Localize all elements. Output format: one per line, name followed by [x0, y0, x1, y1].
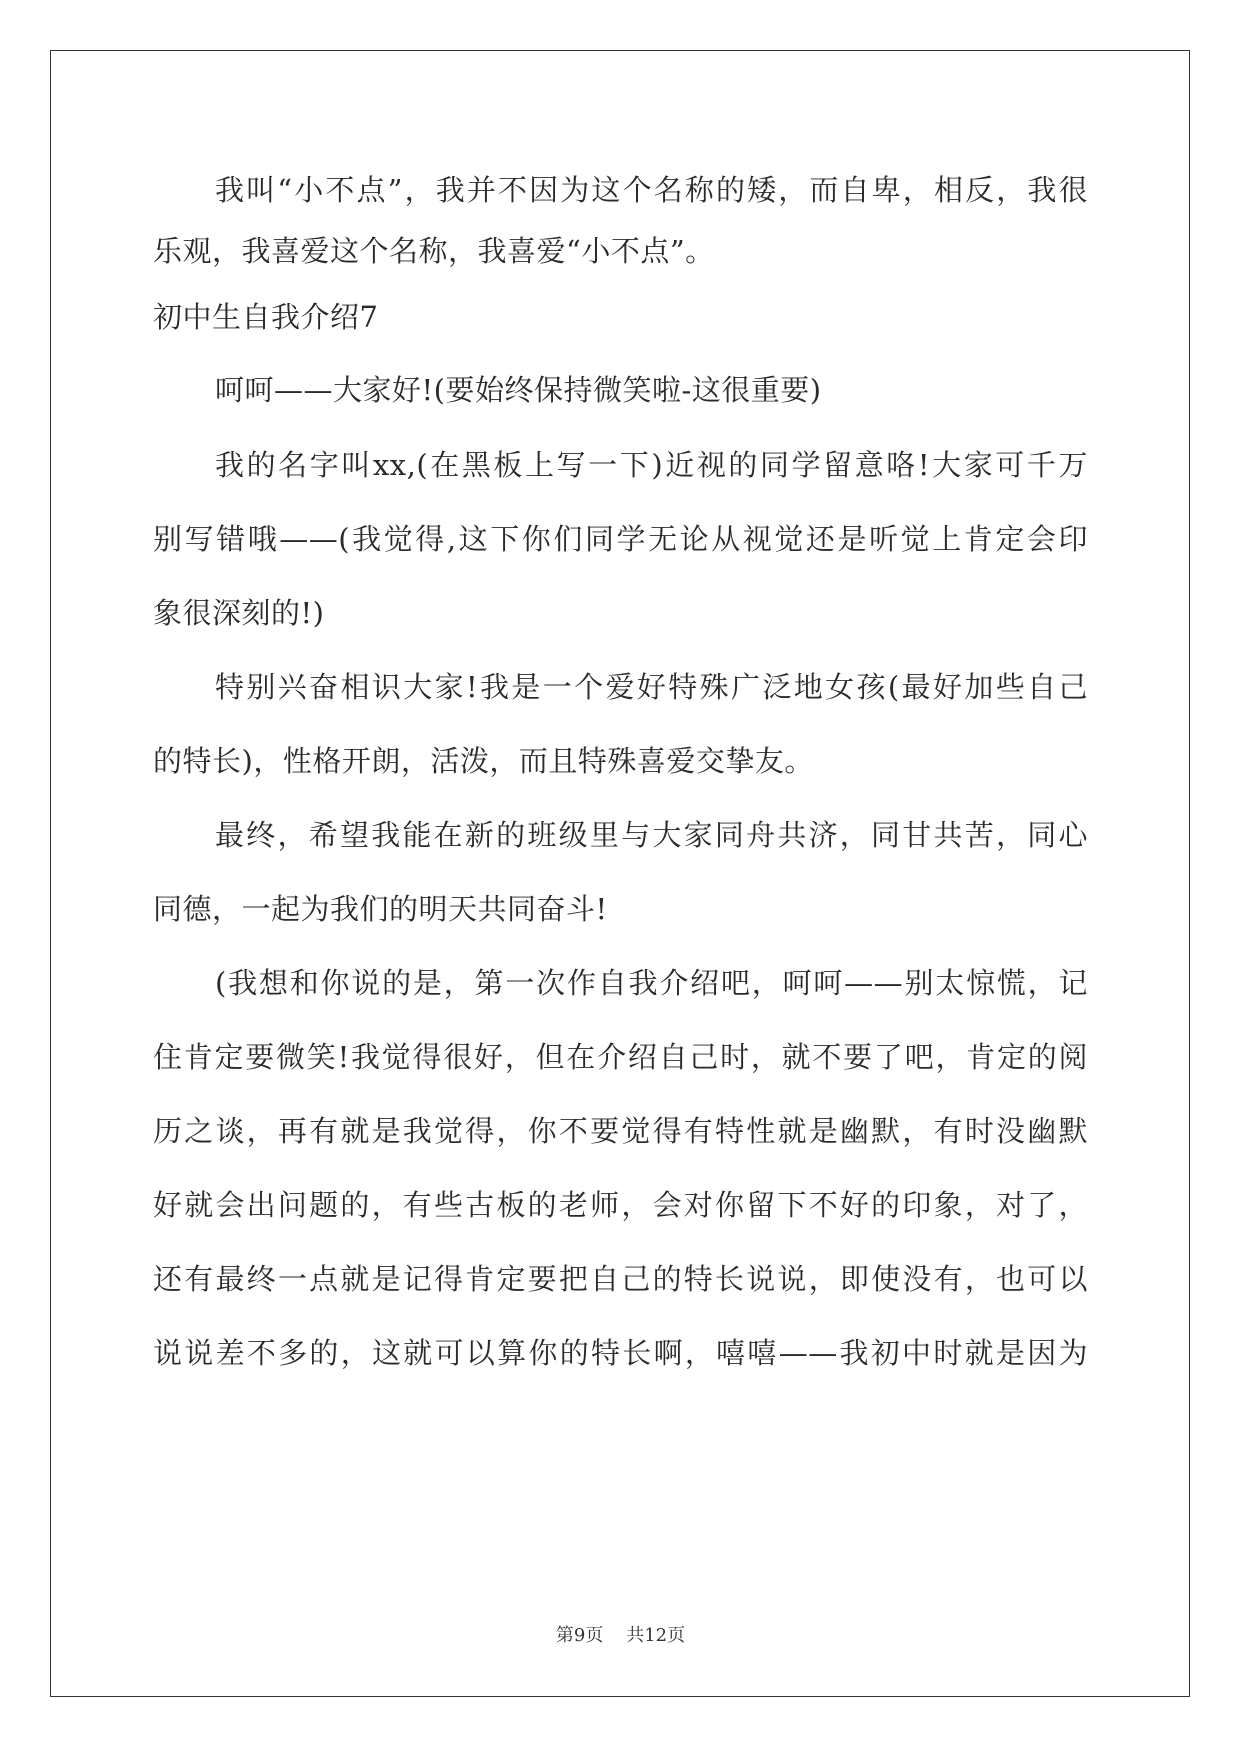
total-pages: 共12页	[626, 1625, 686, 1646]
paragraph-line: 我叫“小不点”，我并不因为这个名称的矮，而自卑，相反，我很	[215, 173, 1088, 207]
paragraph-line: 历之谈，再有就是我觉得，你不要觉得有特性就是幽默，有时没幽默	[153, 1114, 1088, 1148]
paragraph-line: 象很深刻的!)	[153, 596, 325, 630]
paragraph-line: 好就会出问题的，有些古板的老师，会对你留下不好的印象，对了，	[153, 1188, 1088, 1222]
paragraph-line: 别写错哦——(我觉得,这下你们同学无论从视觉还是听觉上肯定会印	[153, 522, 1088, 556]
page-number: 第9页	[555, 1625, 604, 1646]
paragraph-line: 同德，一起为我们的明天共同奋斗!	[153, 892, 608, 926]
paragraph-line: 说说差不多的，这就可以算你的特长啊，嘻嘻——我初中时就是因为	[153, 1336, 1088, 1370]
paragraph-line: 的特长)，性格开朗，活泼，而且特殊喜爱交挚友。	[153, 744, 814, 778]
paragraph-line: 呵呵——大家好!(要始终保持微笑啦-这很重要)	[215, 373, 822, 407]
paragraph-line: 特别兴奋相识大家!我是一个爱好特殊广泛地女孩(最好加些自己	[215, 670, 1088, 704]
paragraph-line: 最终，希望我能在新的班级里与大家同舟共济，同甘共苦，同心	[215, 818, 1088, 852]
paragraph-line: 乐观，我喜爱这个名称，我喜爱“小不点”。	[153, 234, 715, 268]
paragraph-line: 我的名字叫xx,(在黑板上写一下)近视的同学留意咯!大家可千万	[215, 448, 1088, 482]
paragraph-line: 还有最终一点就是记得肯定要把自己的特长说说，即使没有，也可以	[153, 1262, 1088, 1296]
paragraph-line: (我想和你说的是，第一次作自我介绍吧，呵呵——别太惊慌，记	[215, 966, 1088, 1000]
page-footer	[0, 1624, 1241, 1648]
section-heading: 初中生自我介绍7	[153, 300, 379, 334]
paragraph-line: 住肯定要微笑!我觉得很好，但在介绍自己时，就不要了吧，肯定的阅	[153, 1040, 1088, 1074]
